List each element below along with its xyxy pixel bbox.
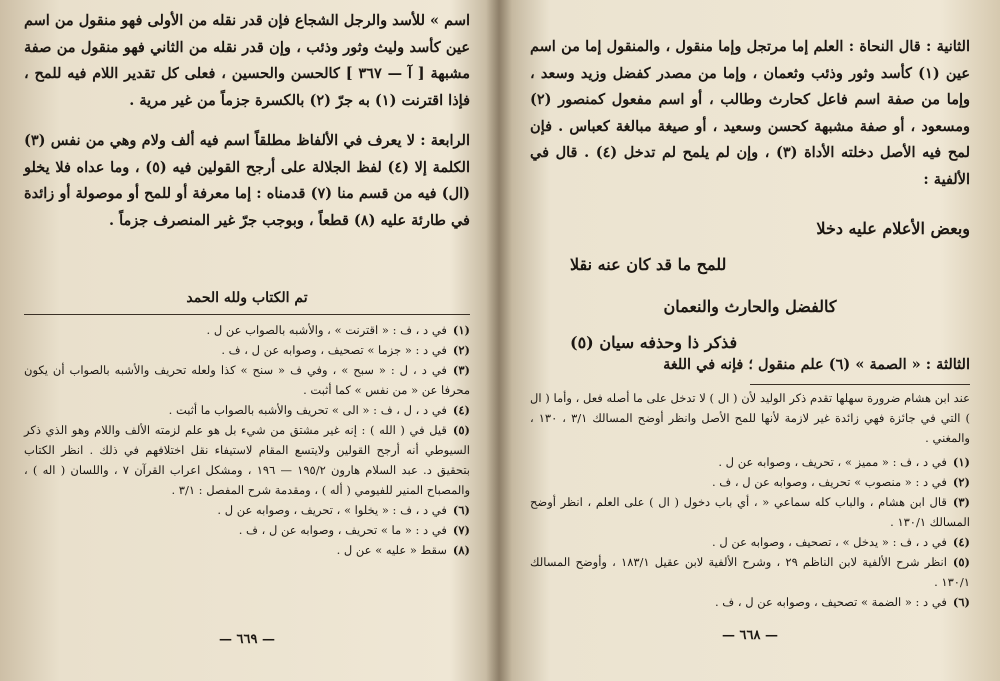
page-number: — ٦٦٩ —	[218, 632, 275, 647]
footnote: (٦)في د ، ف : « يخلوا » ، تحريف ، وصوابه عن ل .	[217, 503, 470, 517]
footnote: (٢)في د : « جزما » تصحيف ، وصوابه عن ل ، ف .	[221, 343, 470, 357]
book-gutter	[486, 0, 512, 681]
footnote: (٣)في د ، ل : « سبح » ، وفي ف « سنح » كذا ولعله تحريف والأشبه بالصواب أن يكون محرفا عن « من نفس » كما أثبت .	[24, 363, 470, 397]
footnote: (٨)سقط « عليه » عن ل .	[336, 543, 470, 557]
footnote: (٥)قيل في ( الله ) : إنه غير مشتق من شيء بل هو علم لزمته الألف واللام وهو الذي ذكر السيوطي أنه أرجح القولين ولايتسع المقام لاستيفاء نقل اختلافهم في ذلك . انظر الكتاب بتحقيق د. عبد السلام هارون ١٩٥/٢ — ١٩٦ ، ومشكل اعراب القرآن ٧ ، واللسان ( اله ) ، والمصباح المنير للفيومي ( أله ) ، ومقدمة شرح المفصل : ٣/١ .	[24, 423, 470, 497]
book-end-note: تم الكتاب ولله الحمد	[186, 290, 308, 306]
paragraph: الثانية : قال النحاة : العلم إما مرتجل وإما منقول ، والمنقول إما من اسم عين (١) كأسد وثور وذئب وثعمان ، وإما من مصدر كفضل وزيد وسعد ، وإما من صفة اسم فاعل كحارث وطالب ، أو اسم مفعول كمنصور (٢) ومسعود ، أو صفة مشبهة كحسن وسعيد ، أو صيغة مبالغة كعباس . فإن لمح فيه الأصل دخلته الأداة (٣) ، وإن لم يلمح لم تدخل (٤) . قال في الألفية :	[530, 38, 970, 188]
footnote-divider	[24, 314, 470, 315]
verse-block	[530, 218, 970, 354]
verse-line: فذكر ذا وحذفه سيان (٥)	[570, 333, 738, 352]
footnote: (١)في د ، ف : « اقترنت » ، والأشبه بالصواب عن ل .	[206, 323, 470, 337]
footnote-continuation: عند ابن هشام ضرورة سهلها تقدم ذكر الوليد لأن ( ال ) لا تدخل على ما أصله فعل ، وأما ( ال ) التي في جائزة فهي زائدة غير لازمة لأنها للمح الأصل وانظر أوضح المسالك ٣/١ ، ١٣٠ ، والمغني .	[530, 391, 970, 445]
paragraph: اسم » للأسد والرجل الشجاع فإن قدر نقله من الأولى فهو منقول من اسم عين كأسد وليث وثور وذئب ، وإن قدر نقله من الثاني فهو منقول من صفة مشبهة [ آ — ٣٦٧ ] كالحسن والحسين ، فعلى كل تقدير اللام فيه للمح ، فإذا اقترنت (١) به جرّ (٢) بالكسرة جزماً من غير مرية .	[24, 12, 470, 109]
verse-line: وبعض الأعلام عليه دخلا	[816, 219, 970, 238]
main-text	[24, 8, 470, 234]
paragraph: الثالثة : « الصمة » (٦) علم منقول ؛ فإنه في اللغة	[663, 356, 970, 373]
verse-line: للمح ما قد كان عنه نقلا	[570, 255, 727, 274]
footnote-divider	[750, 384, 970, 385]
footnotes	[24, 320, 470, 560]
main-text	[530, 34, 970, 193]
footnote: (٦)في د : « الضمة » تصحيف ، وصوابه عن ل ، ف .	[714, 595, 970, 609]
footnote: (١)في د ، ف : « مميز » ، تحريف ، وصوابه عن ل .	[718, 455, 970, 469]
footnote: (٤)في د ، ل ، ف : « الى » تحريف والأشبه بالصواب ما أثبت .	[168, 403, 470, 417]
page-668	[530, 0, 970, 681]
footnote: (٧)في د : « ما » تحريف ، وصوابه عن ل ، ف .	[238, 523, 470, 537]
verse-line: كالفضل والحارث والنعمان	[663, 297, 837, 316]
footnote: (٢)في د : « منصوب » تحريف ، وصوابه عن ل ، ف .	[711, 475, 970, 489]
footnotes	[530, 388, 970, 612]
page-669	[24, 0, 470, 681]
footnote: (٥)انظر شرح الألفية لابن الناظم ٢٩ ، وشرح الألفية لابن عقيل ١٨٣/١ ، وأوضح المسالك ١٣٠/١ .	[530, 555, 970, 589]
paragraph: الرابعة : لا يعرف في الألفاظ مطلقاً اسم فيه ألف ولام وهي من نفس (٣) الكلمة إلا (٤) لفظ الجلالة على أرجح القولين فيه (٥) ، وما عداه فلا يخلو (ال) فيه من قسم منا (٧) قدمناه : إما معرفة أو للمح أو موصولة أو زائدة في طارئة عليه (٨) قطعاً ، وبوجب جرّ غير المنصرف جزماً .	[24, 132, 470, 229]
page-number: — ٦٦٨ —	[721, 628, 778, 643]
footnote: (٣)قال ابن هشام ، والباب كله سماعي « ، أي باب دخول ( ال ) على العلم ، انظر أوضح المسالك ١٣٠/١ .	[530, 495, 970, 529]
footnote: (٤)في د ، ف : « يدخل » ، تصحيف ، وصوابه عن ل .	[712, 535, 970, 549]
